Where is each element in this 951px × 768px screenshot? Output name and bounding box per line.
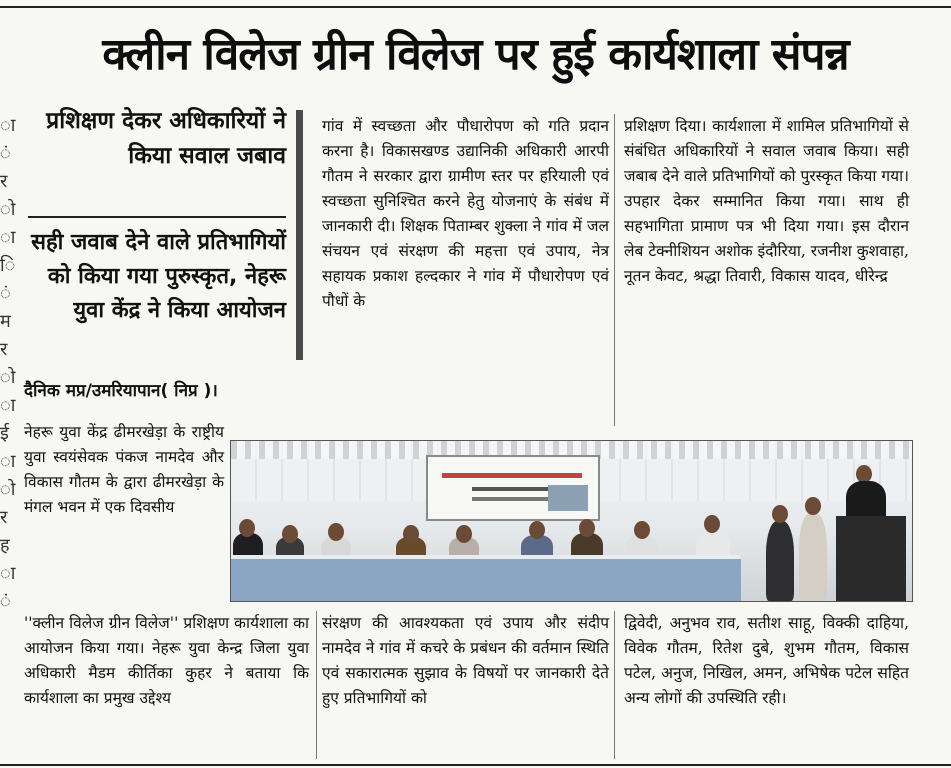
photo-head bbox=[805, 497, 821, 515]
photo-head bbox=[456, 525, 472, 543]
photo-head bbox=[634, 521, 650, 539]
subheadline-divider bbox=[28, 216, 286, 218]
photo-banner bbox=[426, 455, 600, 521]
article-col1-bottom: ''क्लीन विलेज ग्रीन विलेज'' प्रशिक्षण कार्यशाला का आयोजन किया गया। नेहरू युवा केन्द्र जिला युवा अधिकारी मैडम कीर्तिका कुहर ने बताया कि कार्यशाला का प्रमुख उद्देश्य bbox=[24, 614, 309, 707]
workshop-photo bbox=[230, 440, 913, 602]
dateline: दैनिक मप्र/उमरियापान( निप्र )। bbox=[24, 381, 218, 401]
photo-head bbox=[772, 505, 788, 523]
column-separator bbox=[614, 611, 615, 759]
column-separator bbox=[614, 114, 615, 426]
headline: क्लीन विलेज ग्रीन विलेज पर हुई कार्यशाला संपन्न bbox=[102, 29, 849, 80]
article-col2-bottom: संरक्षण की आवश्यकता एवं उपाय और संदीप नामदेव ने गांव में कचरे के प्रबंधन की वर्तमान स्थिति एवं सकारात्मक सुझाव के विषयों पर जानकारी देते हुए प्रतिभागियों को bbox=[322, 614, 609, 707]
photo-head bbox=[704, 515, 720, 533]
article-col1-top: नेहरू युवा केंद्र ढीमरखेड़ा के राष्ट्रीय युवा स्वयंसेवक पंकज नामदेव और विकास गौतम के द्वारा ढीमरखेड़ा के मंगल भवन में एक दिवसीय bbox=[24, 423, 224, 516]
photo-head bbox=[282, 525, 298, 543]
article-col3-top: प्रशिक्षण दिया। कार्यशाला में शामिल प्रतिभागियों से संबंधित अधिकारियों ने सवाल जवाब किया। सही जबाब देने वाले प्रतिभागियों को पुरस्कृत किया गया। उपहार देकर सम्मानित किया गया। साथ ही सहभागिता प्रामाण पत्र भी दिया गया। इस दौरान लेब टेक्नीशियन अशोक इंदौरिया, रजनीश कुशवाहा, नूतन केवट, श्रद्धा तिवारी, विकास यादव, धीरेन्द्र bbox=[624, 117, 909, 285]
top-rule bbox=[0, 6, 951, 8]
photo-head bbox=[328, 523, 344, 541]
adjacent-column-edge: ा ं र ो ा ि ं म र ो ा ई ा ो र ह ा ं bbox=[0, 115, 16, 612]
photo-person bbox=[766, 521, 794, 601]
photo-podium bbox=[836, 516, 906, 601]
column-separator bbox=[316, 611, 317, 759]
subheadline-2: सही जवाब देने वाले प्रतिभागियों को किया गया पुरुस्कृत, नेहरू युवा केंद्र ने किया आयोजन bbox=[31, 230, 286, 323]
photo-person bbox=[846, 481, 886, 521]
photo-table-cloth bbox=[231, 559, 741, 601]
bottom-rule bbox=[0, 764, 951, 766]
article-col2-top: गांव में स्वच्छता और पौधारोपण को गति प्रदान करना है। विकासखण्ड उद्यानिकी अधिकारी आरपी गौतम ने सरकार द्वारा ग्रामीण स्तर पर हरियाली एवं स्वच्छता सुनिश्चित करने हेतु योजनाएं के संबंध में जानकारी दी। शिक्षक पिताम्बर शुक्ला ने गांव में जल संचयन एवं संरक्षण की महत्ता एवं उपाय, नेत्र सहायक प्रकाश हल्दकार ने गांव में पौधारोपण एवं पौधों के bbox=[322, 117, 609, 310]
photo-head bbox=[403, 525, 419, 543]
photo-head bbox=[239, 519, 255, 537]
photo-head bbox=[579, 519, 595, 537]
subheadline-bar bbox=[296, 110, 303, 360]
photo-head bbox=[529, 521, 545, 539]
subheadline-1: प्रशिक्षण देकर अधिकारियों ने किया सवाल जबाव bbox=[46, 108, 286, 169]
article-col3-bottom: द्विवेदी, अनुभव राव, सतीश साहू, विक्की दाहिया, विवेक गौतम, रितेश दुबे, शुभम गौतम, विकास पटेल, अनुज, निखिल, अमन, अभिषेक पटेल सहित अन्य लोगों की उपस्थिति रही। bbox=[624, 614, 909, 707]
photo-person bbox=[799, 513, 827, 601]
